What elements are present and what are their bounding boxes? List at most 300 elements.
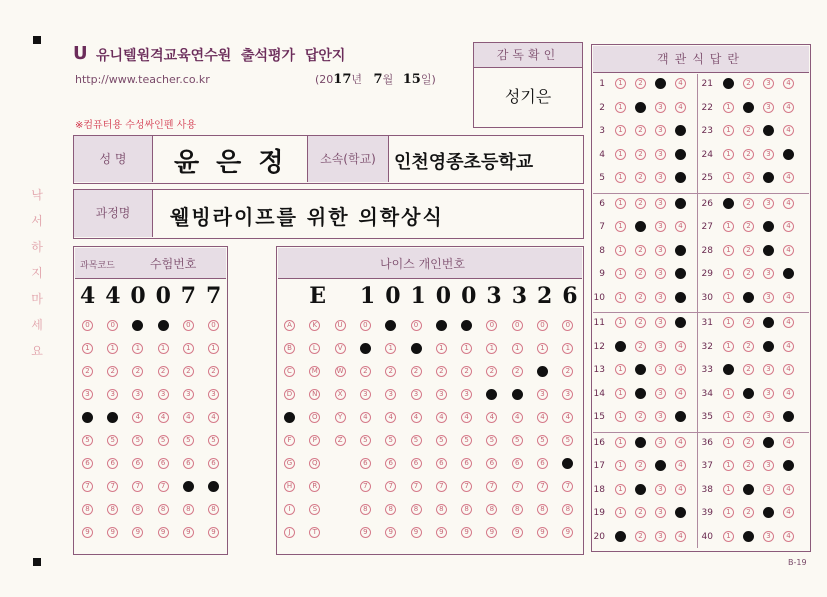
- nice-bubble[interactable]: 7: [486, 481, 497, 492]
- answer-bubble[interactable]: 4: [675, 411, 686, 422]
- answer-bubble[interactable]: 1: [615, 317, 626, 328]
- answer-bubble[interactable]: 1: [615, 437, 626, 448]
- answer-bubble[interactable]: 1: [615, 507, 626, 518]
- nice-bubble[interactable]: 8: [537, 504, 548, 515]
- nice-bubble[interactable]: 7: [537, 481, 548, 492]
- answer-bubble[interactable]: 3: [763, 388, 774, 399]
- nice-bubble[interactable]: 3: [461, 389, 472, 400]
- answer-bubble[interactable]: 4: [783, 198, 794, 209]
- nice-bubble[interactable]: P: [309, 435, 320, 446]
- nice-bubble[interactable]: Y: [335, 412, 346, 423]
- nice-bubble[interactable]: T: [309, 527, 320, 538]
- nice-bubble[interactable]: 5: [461, 435, 472, 446]
- exam-bubble[interactable]: 4: [208, 412, 219, 423]
- answer-bubble[interactable]: 2: [635, 149, 646, 160]
- nice-bubble[interactable]: 4: [486, 412, 497, 423]
- exam-bubble[interactable]: 5: [82, 435, 93, 446]
- answer-bubble[interactable]: 4: [675, 460, 686, 471]
- answer-bubble[interactable]: 4: [783, 364, 794, 375]
- answer-bubble[interactable]: 4: [783, 78, 794, 89]
- exam-bubble[interactable]: 9: [183, 527, 194, 538]
- answer-bubble[interactable]: 1: [723, 125, 734, 136]
- exam-bubble[interactable]: 7: [208, 481, 219, 492]
- nice-bubble[interactable]: 6: [360, 458, 371, 469]
- answer-bubble[interactable]: 4: [675, 531, 686, 542]
- exam-bubble[interactable]: 2: [208, 366, 219, 377]
- exam-bubble[interactable]: 6: [82, 458, 93, 469]
- answer-bubble[interactable]: 2: [635, 78, 646, 89]
- answer-bubble[interactable]: 3: [655, 317, 666, 328]
- exam-bubble[interactable]: 5: [132, 435, 143, 446]
- exam-bubble[interactable]: 5: [158, 435, 169, 446]
- answer-bubble[interactable]: 1: [723, 198, 734, 209]
- answer-bubble[interactable]: 3: [655, 364, 666, 375]
- exam-bubble[interactable]: 0: [132, 320, 143, 331]
- nice-bubble[interactable]: 2: [562, 366, 573, 377]
- nice-bubble[interactable]: 4: [436, 412, 447, 423]
- nice-bubble[interactable]: U: [335, 320, 346, 331]
- nice-bubble[interactable]: R: [309, 481, 320, 492]
- nice-bubble[interactable]: J: [284, 527, 295, 538]
- exam-bubble[interactable]: 9: [107, 527, 118, 538]
- answer-bubble[interactable]: 3: [763, 484, 774, 495]
- nice-bubble[interactable]: 2: [385, 366, 396, 377]
- answer-bubble[interactable]: 3: [763, 411, 774, 422]
- nice-bubble[interactable]: 8: [486, 504, 497, 515]
- nice-bubble[interactable]: 1: [411, 343, 422, 354]
- answer-bubble[interactable]: 2: [635, 437, 646, 448]
- answer-bubble[interactable]: 2: [635, 341, 646, 352]
- exam-bubble[interactable]: 8: [158, 504, 169, 515]
- nice-bubble[interactable]: 3: [486, 389, 497, 400]
- nice-bubble[interactable]: 0: [385, 320, 396, 331]
- answer-bubble[interactable]: 4: [675, 198, 686, 209]
- nice-bubble[interactable]: 6: [562, 458, 573, 469]
- answer-bubble[interactable]: 3: [763, 437, 774, 448]
- answer-bubble[interactable]: 3: [655, 507, 666, 518]
- nice-bubble[interactable]: 3: [562, 389, 573, 400]
- nice-bubble[interactable]: 2: [512, 366, 523, 377]
- nice-bubble[interactable]: O: [309, 412, 320, 423]
- answer-bubble[interactable]: 1: [615, 292, 626, 303]
- nice-bubble[interactable]: N: [309, 389, 320, 400]
- exam-bubble[interactable]: 6: [158, 458, 169, 469]
- answer-bubble[interactable]: 2: [743, 102, 754, 113]
- nice-bubble[interactable]: 4: [360, 412, 371, 423]
- nice-bubble[interactable]: M: [309, 366, 320, 377]
- nice-bubble[interactable]: 4: [512, 412, 523, 423]
- nice-bubble[interactable]: 1: [537, 343, 548, 354]
- nice-bubble[interactable]: A: [284, 320, 295, 331]
- answer-bubble[interactable]: 2: [743, 198, 754, 209]
- answer-bubble[interactable]: 2: [743, 172, 754, 183]
- nice-bubble[interactable]: 6: [411, 458, 422, 469]
- nice-bubble[interactable]: 4: [461, 412, 472, 423]
- answer-bubble[interactable]: 3: [763, 149, 774, 160]
- answer-bubble[interactable]: 1: [615, 102, 626, 113]
- exam-bubble[interactable]: 8: [132, 504, 143, 515]
- answer-bubble[interactable]: 4: [675, 149, 686, 160]
- answer-bubble[interactable]: 3: [763, 292, 774, 303]
- answer-bubble[interactable]: 3: [655, 437, 666, 448]
- nice-bubble[interactable]: 7: [436, 481, 447, 492]
- exam-bubble[interactable]: 8: [82, 504, 93, 515]
- nice-bubble[interactable]: 8: [512, 504, 523, 515]
- exam-bubble[interactable]: 5: [183, 435, 194, 446]
- exam-bubble[interactable]: 9: [132, 527, 143, 538]
- exam-bubble[interactable]: 7: [107, 481, 118, 492]
- nice-bubble[interactable]: 8: [385, 504, 396, 515]
- nice-bubble[interactable]: I: [284, 504, 295, 515]
- answer-bubble[interactable]: 4: [675, 437, 686, 448]
- answer-bubble[interactable]: 1: [723, 364, 734, 375]
- answer-bubble[interactable]: 1: [615, 78, 626, 89]
- nice-bubble[interactable]: 0: [512, 320, 523, 331]
- answer-bubble[interactable]: 1: [615, 364, 626, 375]
- answer-bubble[interactable]: 1: [723, 78, 734, 89]
- nice-bubble[interactable]: 1: [360, 343, 371, 354]
- answer-bubble[interactable]: 2: [635, 125, 646, 136]
- answer-bubble[interactable]: 1: [615, 245, 626, 256]
- answer-bubble[interactable]: 3: [655, 221, 666, 232]
- nice-bubble[interactable]: 0: [360, 320, 371, 331]
- answer-bubble[interactable]: 4: [675, 268, 686, 279]
- answer-bubble[interactable]: 1: [615, 341, 626, 352]
- answer-bubble[interactable]: 3: [655, 125, 666, 136]
- answer-bubble[interactable]: 2: [743, 268, 754, 279]
- answer-bubble[interactable]: 3: [763, 507, 774, 518]
- answer-bubble[interactable]: 4: [675, 292, 686, 303]
- answer-bubble[interactable]: 1: [723, 268, 734, 279]
- exam-bubble[interactable]: 7: [82, 481, 93, 492]
- answer-bubble[interactable]: 4: [783, 484, 794, 495]
- answer-bubble[interactable]: 1: [723, 437, 734, 448]
- nice-bubble[interactable]: 3: [512, 389, 523, 400]
- nice-bubble[interactable]: 9: [537, 527, 548, 538]
- answer-bubble[interactable]: 4: [783, 341, 794, 352]
- answer-bubble[interactable]: 1: [723, 531, 734, 542]
- nice-bubble[interactable]: 2: [436, 366, 447, 377]
- answer-bubble[interactable]: 4: [675, 341, 686, 352]
- exam-bubble[interactable]: 8: [107, 504, 118, 515]
- answer-bubble[interactable]: 2: [743, 221, 754, 232]
- answer-bubble[interactable]: 1: [723, 460, 734, 471]
- answer-bubble[interactable]: 4: [783, 460, 794, 471]
- exam-bubble[interactable]: 0: [183, 320, 194, 331]
- exam-bubble[interactable]: 2: [132, 366, 143, 377]
- answer-bubble[interactable]: 4: [783, 172, 794, 183]
- answer-bubble[interactable]: 1: [615, 460, 626, 471]
- answer-bubble[interactable]: 1: [615, 484, 626, 495]
- answer-bubble[interactable]: 2: [743, 317, 754, 328]
- answer-bubble[interactable]: 2: [635, 460, 646, 471]
- nice-bubble[interactable]: 9: [385, 527, 396, 538]
- exam-bubble[interactable]: 1: [82, 343, 93, 354]
- nice-bubble[interactable]: 2: [537, 366, 548, 377]
- exam-bubble[interactable]: 3: [132, 389, 143, 400]
- nice-bubble[interactable]: 2: [461, 366, 472, 377]
- exam-bubble[interactable]: 2: [183, 366, 194, 377]
- answer-bubble[interactable]: 3: [763, 245, 774, 256]
- nice-bubble[interactable]: X: [335, 389, 346, 400]
- nice-bubble[interactable]: 4: [385, 412, 396, 423]
- answer-bubble[interactable]: 2: [635, 221, 646, 232]
- nice-bubble[interactable]: 9: [486, 527, 497, 538]
- nice-bubble[interactable]: 2: [486, 366, 497, 377]
- nice-bubble[interactable]: 5: [436, 435, 447, 446]
- exam-bubble[interactable]: 0: [158, 320, 169, 331]
- nice-bubble[interactable]: 3: [436, 389, 447, 400]
- answer-bubble[interactable]: 1: [615, 388, 626, 399]
- nice-bubble[interactable]: C: [284, 366, 295, 377]
- nice-bubble[interactable]: B: [284, 343, 295, 354]
- exam-bubble[interactable]: 1: [158, 343, 169, 354]
- answer-bubble[interactable]: 4: [783, 268, 794, 279]
- nice-bubble[interactable]: H: [284, 481, 295, 492]
- nice-bubble[interactable]: 7: [461, 481, 472, 492]
- answer-bubble[interactable]: 4: [783, 411, 794, 422]
- answer-bubble[interactable]: 4: [675, 507, 686, 518]
- answer-bubble[interactable]: 4: [675, 388, 686, 399]
- exam-bubble[interactable]: 4: [183, 412, 194, 423]
- answer-bubble[interactable]: 3: [655, 78, 666, 89]
- answer-bubble[interactable]: 2: [743, 245, 754, 256]
- answer-bubble[interactable]: 4: [675, 102, 686, 113]
- answer-bubble[interactable]: 3: [655, 172, 666, 183]
- answer-bubble[interactable]: 1: [723, 317, 734, 328]
- nice-bubble[interactable]: 0: [486, 320, 497, 331]
- answer-bubble[interactable]: 2: [635, 388, 646, 399]
- exam-bubble[interactable]: 8: [208, 504, 219, 515]
- answer-bubble[interactable]: 4: [783, 221, 794, 232]
- nice-bubble[interactable]: 9: [436, 527, 447, 538]
- nice-bubble[interactable]: 3: [411, 389, 422, 400]
- nice-bubble[interactable]: 6: [486, 458, 497, 469]
- nice-bubble[interactable]: 5: [360, 435, 371, 446]
- nice-bubble[interactable]: G: [284, 458, 295, 469]
- nice-bubble[interactable]: 1: [486, 343, 497, 354]
- nice-bubble[interactable]: 9: [461, 527, 472, 538]
- answer-bubble[interactable]: 4: [675, 78, 686, 89]
- nice-bubble[interactable]: 8: [436, 504, 447, 515]
- nice-bubble[interactable]: 6: [512, 458, 523, 469]
- nice-bubble[interactable]: F: [284, 435, 295, 446]
- answer-bubble[interactable]: 3: [655, 292, 666, 303]
- nice-bubble[interactable]: 4: [562, 412, 573, 423]
- answer-bubble[interactable]: 2: [635, 364, 646, 375]
- exam-bubble[interactable]: 4: [107, 412, 118, 423]
- exam-bubble[interactable]: 3: [208, 389, 219, 400]
- nice-bubble[interactable]: D: [284, 389, 295, 400]
- answer-bubble[interactable]: 2: [743, 149, 754, 160]
- answer-bubble[interactable]: 1: [615, 268, 626, 279]
- exam-bubble[interactable]: 6: [107, 458, 118, 469]
- nice-bubble[interactable]: 5: [537, 435, 548, 446]
- nice-bubble[interactable]: 1: [385, 343, 396, 354]
- answer-bubble[interactable]: 3: [763, 198, 774, 209]
- answer-bubble[interactable]: 3: [655, 245, 666, 256]
- nice-bubble[interactable]: 8: [411, 504, 422, 515]
- answer-bubble[interactable]: 3: [763, 102, 774, 113]
- nice-bubble[interactable]: 1: [436, 343, 447, 354]
- exam-bubble[interactable]: 1: [208, 343, 219, 354]
- exam-bubble[interactable]: 9: [158, 527, 169, 538]
- answer-bubble[interactable]: 2: [635, 102, 646, 113]
- answer-bubble[interactable]: 3: [655, 102, 666, 113]
- answer-bubble[interactable]: 1: [615, 125, 626, 136]
- answer-bubble[interactable]: 4: [675, 172, 686, 183]
- nice-bubble[interactable]: V: [335, 343, 346, 354]
- answer-bubble[interactable]: 3: [655, 531, 666, 542]
- nice-bubble[interactable]: 0: [537, 320, 548, 331]
- answer-bubble[interactable]: 1: [723, 484, 734, 495]
- answer-bubble[interactable]: 2: [743, 388, 754, 399]
- nice-bubble[interactable]: S: [309, 504, 320, 515]
- nice-bubble[interactable]: 5: [562, 435, 573, 446]
- exam-bubble[interactable]: 3: [183, 389, 194, 400]
- answer-bubble[interactable]: 2: [635, 198, 646, 209]
- answer-bubble[interactable]: 2: [635, 507, 646, 518]
- answer-bubble[interactable]: 2: [635, 172, 646, 183]
- exam-bubble[interactable]: 0: [208, 320, 219, 331]
- answer-bubble[interactable]: 4: [783, 317, 794, 328]
- answer-bubble[interactable]: 3: [655, 149, 666, 160]
- nice-bubble[interactable]: 4: [411, 412, 422, 423]
- nice-bubble[interactable]: W: [335, 366, 346, 377]
- nice-bubble[interactable]: 8: [461, 504, 472, 515]
- answer-bubble[interactable]: 3: [763, 341, 774, 352]
- answer-bubble[interactable]: 3: [655, 411, 666, 422]
- exam-bubble[interactable]: 9: [208, 527, 219, 538]
- nice-bubble[interactable]: 0: [562, 320, 573, 331]
- nice-bubble[interactable]: 2: [411, 366, 422, 377]
- answer-bubble[interactable]: 1: [615, 172, 626, 183]
- answer-bubble[interactable]: 2: [743, 292, 754, 303]
- exam-bubble[interactable]: 0: [82, 320, 93, 331]
- answer-bubble[interactable]: 4: [783, 437, 794, 448]
- nice-bubble[interactable]: 7: [562, 481, 573, 492]
- nice-bubble[interactable]: 1: [461, 343, 472, 354]
- nice-bubble[interactable]: 4: [537, 412, 548, 423]
- exam-bubble[interactable]: 5: [208, 435, 219, 446]
- nice-bubble[interactable]: K: [309, 320, 320, 331]
- answer-bubble[interactable]: 2: [743, 507, 754, 518]
- answer-bubble[interactable]: 1: [615, 411, 626, 422]
- exam-bubble[interactable]: 3: [82, 389, 93, 400]
- nice-bubble[interactable]: 8: [562, 504, 573, 515]
- nice-bubble[interactable]: 5: [486, 435, 497, 446]
- answer-bubble[interactable]: 1: [615, 531, 626, 542]
- answer-bubble[interactable]: 3: [763, 172, 774, 183]
- answer-bubble[interactable]: 3: [763, 531, 774, 542]
- answer-bubble[interactable]: 4: [675, 484, 686, 495]
- answer-bubble[interactable]: 2: [635, 411, 646, 422]
- answer-bubble[interactable]: 2: [743, 411, 754, 422]
- answer-bubble[interactable]: 3: [655, 460, 666, 471]
- answer-bubble[interactable]: 4: [675, 245, 686, 256]
- exam-bubble[interactable]: 9: [82, 527, 93, 538]
- answer-bubble[interactable]: 4: [783, 245, 794, 256]
- answer-bubble[interactable]: 1: [723, 245, 734, 256]
- exam-bubble[interactable]: 1: [183, 343, 194, 354]
- answer-bubble[interactable]: 3: [763, 364, 774, 375]
- answer-bubble[interactable]: 4: [783, 125, 794, 136]
- answer-bubble[interactable]: 3: [763, 221, 774, 232]
- answer-bubble[interactable]: 2: [743, 460, 754, 471]
- answer-bubble[interactable]: 1: [615, 198, 626, 209]
- exam-bubble[interactable]: 3: [158, 389, 169, 400]
- answer-bubble[interactable]: 4: [675, 317, 686, 328]
- answer-bubble[interactable]: 1: [723, 388, 734, 399]
- answer-bubble[interactable]: 2: [743, 341, 754, 352]
- answer-bubble[interactable]: 2: [743, 531, 754, 542]
- exam-bubble[interactable]: 2: [158, 366, 169, 377]
- nice-bubble[interactable]: 0: [461, 320, 472, 331]
- answer-bubble[interactable]: 3: [655, 484, 666, 495]
- nice-bubble[interactable]: 5: [411, 435, 422, 446]
- answer-bubble[interactable]: 3: [763, 460, 774, 471]
- nice-bubble[interactable]: 7: [512, 481, 523, 492]
- nice-bubble[interactable]: Q: [309, 458, 320, 469]
- exam-bubble[interactable]: 4: [132, 412, 143, 423]
- nice-bubble[interactable]: 6: [436, 458, 447, 469]
- nice-bubble[interactable]: 5: [512, 435, 523, 446]
- nice-bubble[interactable]: L: [309, 343, 320, 354]
- answer-bubble[interactable]: 4: [675, 221, 686, 232]
- nice-bubble[interactable]: 6: [461, 458, 472, 469]
- answer-bubble[interactable]: 2: [743, 437, 754, 448]
- answer-bubble[interactable]: 2: [635, 317, 646, 328]
- nice-bubble[interactable]: E: [284, 412, 295, 423]
- answer-bubble[interactable]: 2: [635, 531, 646, 542]
- nice-bubble[interactable]: 1: [512, 343, 523, 354]
- nice-bubble[interactable]: 7: [411, 481, 422, 492]
- answer-bubble[interactable]: 3: [655, 388, 666, 399]
- answer-bubble[interactable]: 2: [635, 292, 646, 303]
- nice-bubble[interactable]: 9: [512, 527, 523, 538]
- answer-bubble[interactable]: 3: [655, 341, 666, 352]
- answer-bubble[interactable]: 2: [743, 78, 754, 89]
- nice-bubble[interactable]: 0: [411, 320, 422, 331]
- answer-bubble[interactable]: 3: [655, 198, 666, 209]
- answer-bubble[interactable]: 4: [783, 102, 794, 113]
- answer-bubble[interactable]: 3: [763, 125, 774, 136]
- answer-bubble[interactable]: 1: [723, 172, 734, 183]
- exam-bubble[interactable]: 7: [183, 481, 194, 492]
- nice-bubble[interactable]: 3: [385, 389, 396, 400]
- answer-bubble[interactable]: 2: [743, 364, 754, 375]
- answer-bubble[interactable]: 4: [783, 388, 794, 399]
- exam-bubble[interactable]: 4: [158, 412, 169, 423]
- exam-bubble[interactable]: 5: [107, 435, 118, 446]
- nice-bubble[interactable]: 5: [385, 435, 396, 446]
- answer-bubble[interactable]: 1: [615, 149, 626, 160]
- nice-bubble[interactable]: 9: [411, 527, 422, 538]
- answer-bubble[interactable]: 3: [763, 78, 774, 89]
- nice-bubble[interactable]: Z: [335, 435, 346, 446]
- nice-bubble[interactable]: 6: [385, 458, 396, 469]
- answer-bubble[interactable]: 2: [635, 245, 646, 256]
- answer-bubble[interactable]: 4: [783, 292, 794, 303]
- exam-bubble[interactable]: 1: [132, 343, 143, 354]
- answer-bubble[interactable]: 1: [723, 507, 734, 518]
- nice-bubble[interactable]: 9: [562, 527, 573, 538]
- answer-bubble[interactable]: 3: [655, 268, 666, 279]
- answer-bubble[interactable]: 2: [635, 268, 646, 279]
- answer-bubble[interactable]: 2: [635, 484, 646, 495]
- answer-bubble[interactable]: 1: [723, 221, 734, 232]
- answer-bubble[interactable]: 1: [723, 149, 734, 160]
